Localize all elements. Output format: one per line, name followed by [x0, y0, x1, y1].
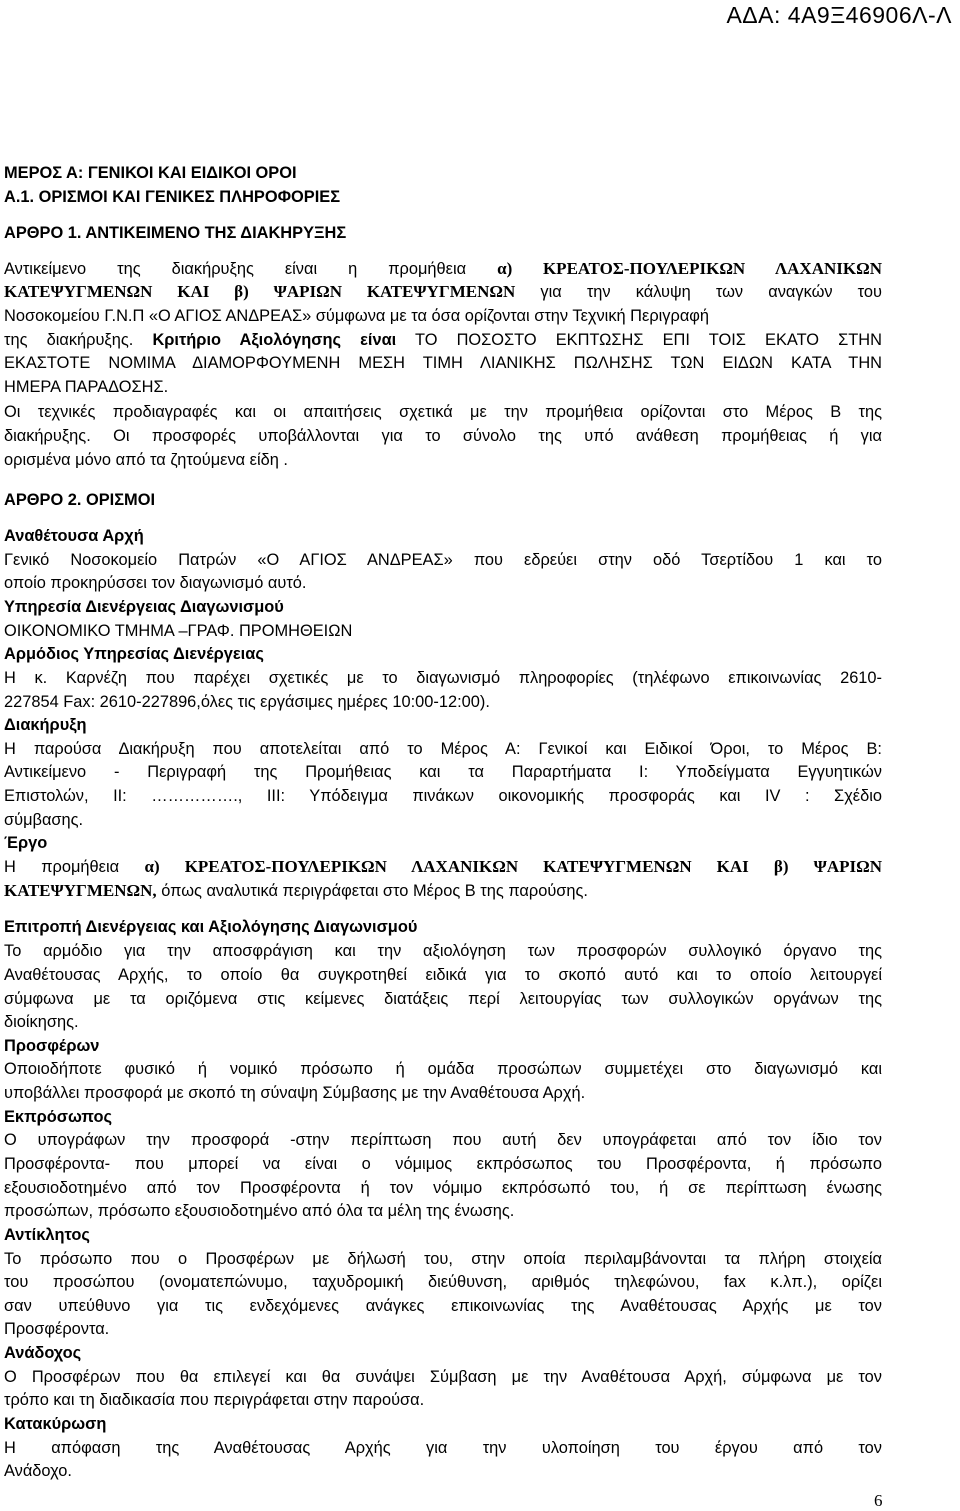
article-1-line: Οι τεχνικές προδιαγραφές και οι απαιτήσεις σχετικά με την προμήθεια ορίζονται στο Μέρος Β της	[4, 403, 882, 421]
def-line: οποίο προκηρύσσει τον διαγωνισμό αυτό.	[4, 574, 307, 592]
def-line: ΟΙΚΟΝΟΜΙΚΟ ΤΜΗΜΑ –ΓΡΑΦ. ΠΡΟΜΗΘΕΙΩΝ	[4, 622, 353, 640]
heading-a1: Α.1. ΟΡΙΣΜΟΙ ΚΑΙ ΓΕΝΙΚΕΣ ΠΛΗΡΟΦΟΡΙΕΣ	[4, 188, 341, 206]
def-line: Επιστολών, ΙΙ: ……………., ΙΙΙ: Υπόδειγμα πινάκων οικονομικής προσφοράς και IV : Σχέδιο	[4, 787, 882, 805]
def-line: σύμφωνα με τα οριζόμενα στις κείμενες διατάξεις περί λειτουργίας των συλλογικών οργάνων της	[4, 990, 882, 1008]
def-line: Αντικείμενο - Περιγραφή της Προμήθειας και τα Παραρτήματα Ι: Υποδείγματα Εγγυητικών	[4, 763, 882, 781]
def-line: Ο Προσφέρων που θα επιλεγεί και θα συνάψει Σύμβαση με την Αναθέτουσα Αρχή, σύμφωνα με τον	[4, 1368, 882, 1386]
article-1-line: ΗΜΕΡΑ ΠΑΡΑΔΟΣΗΣ.	[4, 378, 169, 396]
def-line: Γενικό Νοσοκομείο Πατρών «Ο ΑΓΙΟΣ ΑΝΔΡΕΑΣ» που εδρεύει στην οδό Τσερτίδου 1 και το	[4, 551, 882, 569]
def-line: υποβάλλει προσφορά με σκοπό τη σύναψη Σύμβασης με την Αναθέτουσα Αρχή.	[4, 1084, 586, 1102]
def-declaration-title: Διακήρυξη	[4, 716, 87, 734]
def-line: εξουσιοδοτημένο από τον Προσφέροντα ή τον νόμιμο εκπρόσωπό του, ή σε περίπτωση ένωσης	[4, 1179, 882, 1197]
def-line: σύμβασης.	[4, 811, 84, 829]
def-contracting-authority-title: Αναθέτουσα Αρχή	[4, 527, 144, 545]
def-award-title: Κατακύρωση	[4, 1415, 107, 1433]
def-committee-title: Επιτροπή Διενέργειας και Αξιολόγησης Διαγωνισμού	[4, 918, 418, 936]
def-line: ΚΑΤΕΨΥΓΜΕΝΩΝ, όπως αναλυτικά περιγράφεται στο Μέρος Β της παρούσης.	[4, 881, 588, 900]
def-line: Η παρούσα Διακήρυξη που αποτελείται από το Μέρος Α: Γενικοί και Ειδικοί Όροι, το Μέρος Β:	[4, 740, 882, 758]
def-line: του προσώπου (ονοματεπώνυμο, ταχυδρομική διεύθυνση, αριθμός τηλεφώνου, fax κ.λπ.), ορίζει	[4, 1273, 882, 1291]
def-line: Προσφέροντα- που μπορεί να είναι ο νόμιμος εκπρόσωπος του Προσφέροντα, ή πρόσωπο	[4, 1155, 882, 1173]
article-1-line: Νοσοκομείου Γ.Ν.Π «Ο ΑΓΙΟΣ ΑΝΔΡΕΑΣ» σύμφωνα με τα όσα ορίζονται στην Τεχνική Περιγραφή	[4, 307, 710, 325]
def-line: Οποιοδήποτε φυσικό ή νομικό πρόσωπο ή ομάδα προσώπων συμμετέχει στο διαγωνισμό και	[4, 1060, 882, 1078]
def-representative-title: Εκπρόσωπος	[4, 1108, 113, 1126]
def-line: τρόπο και τη διαδικασία που περιγράφεται στην παρούσα.	[4, 1391, 425, 1409]
def-line: Η κ. Καρνέζη που παρέχει σχετικές με το διαγωνισμό πληροφορίες (τηλέφωνο επικοινωνίας 2610-	[4, 669, 882, 687]
def-line: Αναθέτουσας Αρχής, το οποίο θα συγκροτηθεί ειδικά για το σκοπό αυτό και το οποίο λειτουργεί	[4, 966, 882, 984]
def-line: Το πρόσωπο που ο Προσφέρων με δήλωσή του, στην οποία περιλαμβάνονται τα πλήρη στοιχεία	[4, 1250, 882, 1268]
article-1-line: διακήρυξης. Οι προσφορές υποβάλλονται για το σύνολο της υπό ανάθεση προμήθειας ή για	[4, 427, 882, 445]
def-line: Ο υπογράφων την προσφορά -στην περίπτωση που αυτή δεν υπογράφεται από τον ίδιο τον	[4, 1131, 882, 1149]
ada-code: ΑΔΑ: 4Α9Ξ46906Λ-Λ	[726, 2, 952, 28]
article-1-line: της διακήρυξης. Κριτήριο Αξιολόγησης είναι ΤΟ ΠΟΣΟΣΤΟ ΕΚΠΤΩΣΗΣ ΕΠΙ ΤΟΙΣ ΕΚΑΤΟ ΣΤΗΝ	[4, 331, 882, 349]
def-project-title: Έργο	[4, 834, 48, 852]
def-line: 227854 Fax: 2610-227896,όλες τις εργάσιμες ημέρες 10:00-12:00).	[4, 693, 490, 711]
article-1-line: ορισμένα μόνο από τα ζητούμενα είδη .	[4, 451, 288, 469]
def-line: διοίκησης.	[4, 1013, 79, 1031]
def-line: σαν υπεύθυνο για τις ενδεχόμενες ανάγκες επικοινωνίας της Αναθέτουσας Αρχής με τον	[4, 1297, 882, 1315]
heading-part-a: ΜΕΡΟΣ Α: ΓΕΝΙΚΟΙ ΚΑΙ ΕΙΔΙΚΟΙ ΟΡΟΙ	[4, 164, 297, 182]
def-line: Το αρμόδιο για την αποσφράγιση και την αξιολόγηση των προσφορών συλλογικό όργανο της	[4, 942, 882, 960]
def-line: Προσφέροντα.	[4, 1320, 110, 1338]
def-proxy-title: Αντίκλητος	[4, 1226, 90, 1244]
article-1-line: Αντικείμενο της διακήρυξης είναι η προμήθεια α) ΚΡΕΑΤΟΣ-ΠΟΥΛΕΡΙΚΩΝ ΛΑΧΑΝΙΚΩΝ	[4, 259, 882, 278]
article-1-line: ΚΑΤΕΨΥΓΜΕΝΩΝ ΚΑΙ β) ΨΑΡΙΩΝ ΚΑΤΕΨΥΓΜΕΝΩΝ για την κάλυψη των αναγκών του	[4, 282, 882, 301]
def-service-title: Υπηρεσία Διενέργειας Διαγωνισμού	[4, 598, 284, 616]
def-bidder-title: Προσφέρων	[4, 1037, 100, 1055]
def-line: προσώπων, πρόσωπο εξουσιοδοτημένο από όλα τα μέλη της ένωσης.	[4, 1202, 515, 1220]
def-line: Η απόφαση της Αναθέτουσας Αρχής για την υλοποίηση του έργου από τον	[4, 1439, 882, 1457]
def-contractor-title: Ανάδοχος	[4, 1344, 82, 1362]
def-responsible-title: Αρμόδιος Υπηρεσίας Διενέργειας	[4, 645, 264, 663]
def-line: Ανάδοχο.	[4, 1462, 72, 1480]
page-number: 6	[874, 1491, 883, 1510]
article-1-title: ΑΡΘΡΟ 1. ΑΝΤΙΚΕΙΜΕΝΟ ΤΗΣ ΔΙΑΚΗΡΥΞΗΣ	[4, 224, 347, 242]
article-2-title: ΑΡΘΡΟ 2. ΟΡΙΣΜΟΙ	[4, 491, 156, 509]
article-1-line: ΕΚΑΣΤΟΤΕ ΝΟΜΙΜΑ ΔΙΑΜΟΡΦΟΥΜΕΝΗ ΜΕΣΗ ΤΙΜΗ ΛΙΑΝΙΚΗΣ ΠΩΛΗΣΗΣ ΤΩΝ ΕΙΔΩΝ ΚΑΤΑ ΤΗΝ	[4, 354, 882, 372]
def-line: Η προμήθεια α) ΚΡΕΑΤΟΣ-ΠΟΥΛΕΡΙΚΩΝ ΛΑΧΑΝΙΚΩΝ ΚΑΤΕΨΥΓΜΕΝΩΝ ΚΑΙ β) ΨΑΡΙΩΝ	[4, 857, 882, 876]
